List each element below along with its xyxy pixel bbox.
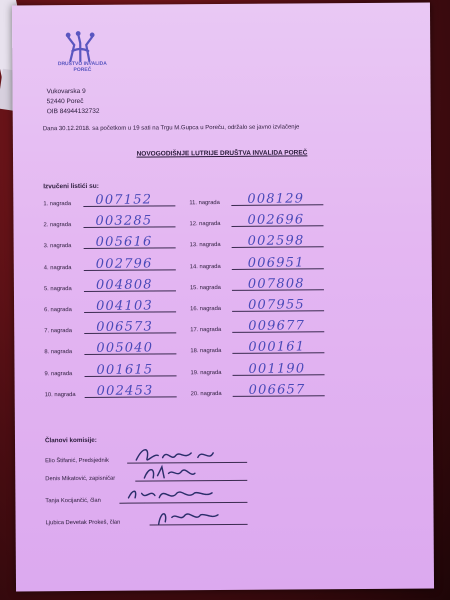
commission-member-label: Denis Mikatović, zapisničar [45, 475, 116, 483]
commission-member-row [45, 488, 275, 508]
prize-row [190, 339, 340, 357]
prize-label: 6. nagrada [44, 307, 72, 314]
prize-row [43, 234, 194, 252]
prize-label: 12. nagrada [189, 221, 221, 228]
prize-row [189, 233, 340, 251]
prize-label: 1. nagrada [43, 201, 72, 208]
prize-row [45, 385, 195, 400]
prize-label: 19. nagrada [190, 369, 222, 376]
prize-row [43, 215, 193, 230]
prize-row [44, 300, 194, 315]
document-sheet [12, 3, 434, 592]
drawn-tickets-label: Izvučeni listići su: [43, 182, 99, 191]
prize-ticket-number: 005040 [96, 340, 154, 357]
intro-text: Dana 30.12.2018. sa početkom u 19 sati na Trgu M.Gupca u Poreču, održalo se javno izvlačenje [42, 124, 300, 133]
organization-logo-icon [60, 31, 100, 63]
prize-ticket-number: 001615 [96, 362, 154, 378]
prize-label: 4. nagrada [43, 264, 72, 271]
prize-label: 15. nagrada [189, 284, 221, 292]
prize-row [189, 214, 339, 229]
prize-ticket-number: 006951 [247, 255, 305, 271]
prize-row [43, 194, 193, 209]
prize-row [190, 320, 340, 335]
prize-ticket-number: 005616 [95, 234, 153, 251]
prize-row [190, 257, 340, 272]
handwritten-signature [125, 484, 217, 507]
prize-row [190, 278, 340, 293]
prize-row [190, 363, 340, 378]
prize-label: 5. nagrada [43, 285, 72, 293]
prize-ticket-number: 002598 [247, 233, 305, 250]
prize-row [44, 340, 194, 358]
prize-row [44, 258, 194, 273]
address-city: 52440 Poreč [46, 97, 84, 106]
commission-member-row [45, 510, 275, 530]
prize-label: 2. nagrada [43, 222, 72, 229]
prize-ticket-number: 007955 [248, 297, 305, 313]
address-street: Vukovarska 9 [46, 87, 86, 96]
document-title: NOVOGODIŠNJE LUTRIJE DRUŠTVA INVALIDA POREČ [136, 149, 308, 158]
commission-member-label: Ljubica Devetak Prokeš, član [45, 519, 121, 527]
prize-label: 9. nagrada [44, 370, 73, 377]
handwritten-signature [141, 462, 233, 485]
prize-ticket-number: 006573 [96, 319, 154, 336]
prize-row [44, 279, 194, 294]
prize-ticket-number: 002696 [247, 212, 305, 229]
prize-ticket-number: 002453 [96, 383, 154, 399]
prize-ticket-number: 001190 [248, 361, 306, 377]
address-block [47, 87, 100, 117]
prize-ticket-number: 002796 [95, 256, 153, 272]
prize-ticket-number: 004808 [95, 277, 153, 293]
prize-label: 17. nagrada [190, 327, 222, 334]
prize-ticket-number: 000161 [248, 339, 306, 356]
prize-ticket-number: 004103 [96, 298, 153, 314]
prize-ticket-number: 006657 [248, 382, 306, 398]
prize-ticket-number: 009677 [248, 318, 306, 335]
prize-label: 10. nagrada [44, 391, 76, 399]
commission-member-row [45, 466, 275, 486]
address-oib: OIB 84944132732 [46, 107, 100, 116]
prize-row [44, 364, 194, 379]
handwritten-signature [155, 506, 247, 529]
prize-ticket-number: 008129 [247, 191, 305, 207]
prize-ticket-number: 003285 [95, 213, 153, 230]
prize-label: 14. nagrada [189, 263, 221, 270]
prize-label: 16. nagrada [190, 306, 222, 313]
prize-label: 20. nagrada [190, 390, 222, 398]
prize-label: 13. nagrada [189, 242, 221, 249]
prize-label: 3. nagrada [43, 243, 72, 250]
organization-name: DRUŠTVO INVALIDA POREČ [57, 60, 107, 74]
commission-member-label: Elio Štifanić, Predsjednik [45, 457, 109, 465]
prize-row [44, 321, 194, 336]
prize-label: 18. nagrada [190, 348, 222, 355]
prize-label: 7. nagrada [44, 328, 72, 335]
prize-row [190, 299, 340, 314]
prize-row [191, 384, 341, 399]
prize-label: 11. nagrada [189, 200, 220, 207]
commission-member-label: Tanja Kocijančić, član [45, 497, 101, 505]
prize-ticket-number: 007808 [247, 276, 305, 292]
prize-ticket-number: 007152 [95, 192, 153, 208]
commission-title: Članovi komisije: [44, 436, 97, 445]
prize-row [189, 193, 339, 208]
prize-label: 8. nagrada [44, 349, 73, 356]
